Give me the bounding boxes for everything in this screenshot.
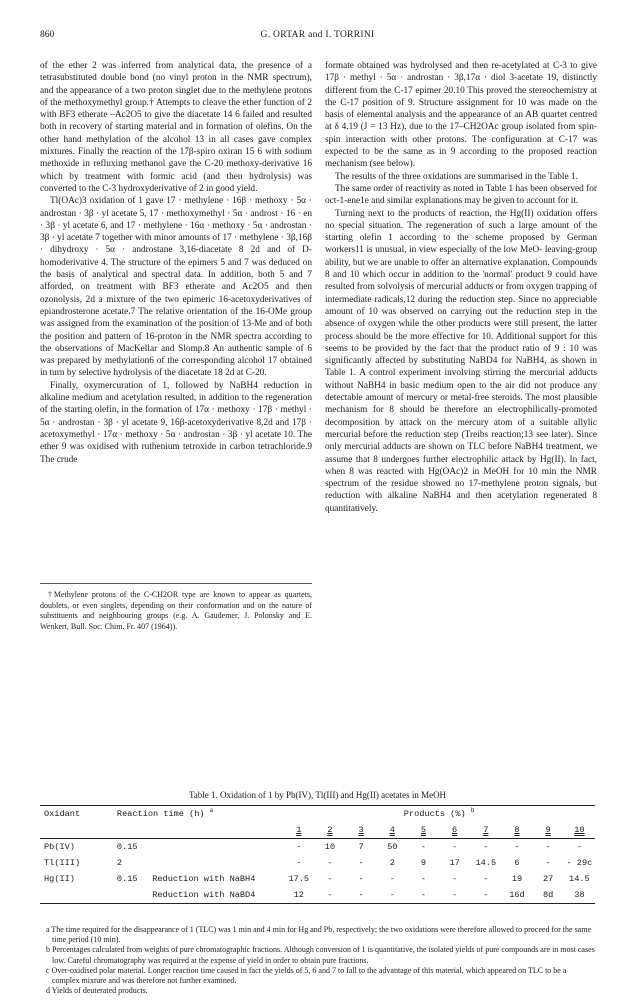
table-note: b Percentages calculated from weights of pure chromatographic fractions. Although conversion of 1 is quantitative, the isolated yields of pure compounds are in most cases low. Careful chromatography was required at the expense of yield in order to obtain pure fractions. [46, 945, 595, 965]
page-header [40, 30, 595, 44]
body-paragraph: The results of the three oxidations are summarised in the Table 1. [335, 171, 578, 182]
cell-value: - [327, 858, 333, 868]
header-products [283, 806, 595, 823]
cell-value: - [483, 842, 489, 852]
cell-value: - [389, 874, 395, 884]
running-head: G. ORTAR and I. TORRINI [260, 30, 375, 40]
cell-value: - [377, 887, 408, 904]
header-products-note: b [470, 807, 475, 815]
row-oxidant: Pb(IV) [44, 842, 75, 852]
table-header-row [40, 806, 595, 823]
cell-value: - [296, 842, 302, 852]
cell-value: - [314, 887, 345, 904]
header-products-label: Products (%) [403, 809, 466, 819]
product-number: 9 [533, 822, 564, 839]
body-paragraph: The same order of reactivity as noted in Table 1 has been observed for oct-1-ene1e and similar explanations may be given to account for it. [325, 183, 597, 207]
cell-value: - [452, 842, 458, 852]
table-note: c Over-oxidised polar material. Longer reaction time caused in fact the yields of 5, 6 and 7 to fall to the advantage of this material, which appeared on TLC to be a complex mixture and was therefore not further examined. [46, 965, 567, 986]
row-time: 0.15 [116, 874, 138, 884]
table-row [40, 855, 595, 871]
cell-value: 8d [533, 887, 564, 904]
body-paragraph: Tl(OAc)3 oxidation of 1 gave 17 · methylene · 16β · methoxy · 5α · androstan · 3β · yl acetate 5, 17 · methoxymethyl · 5α · androst · 16 · en · 3β · yl acetate 6, and 17 · methylene · 16α · methoxy · 5α · androstan · 3β · yl acetate 7 together with minor amounts of 17 · methylene · 3β,16β · dihydroxy · 5α · androstane 3,16-diacetate 8 2d and of D-homoderivative 4. The structure of the epimers 5 and 7 was deduced on the basis of analytical and spectral data. In addition, both 5 and 7 afforded, on treatment with BF3 etherate and Ac2O5 and then ozonolysis, 2d a mixture of the two epimeric 16-acetoxyderivatives of epiandrosterone acetate.7 The relative orientation of the 16-OMe group was assigned from the examination of the position of 13-Me and of both the position and pattern of 16-proton in the NMR spectra according to the observations of MacKellar and Slomp.8 An authentic sample of 6 was prepared by methylation6 of the corresponding alcohol 17 obtained in turn by selective hydrolysis of the diacetate 18 2d at C-20. [40, 196, 312, 379]
product-number: 4 [377, 822, 408, 839]
product-number: 2 [314, 822, 345, 839]
product-number: 10 [564, 822, 595, 839]
row-oxidant [40, 887, 117, 904]
cell-value: 7 [358, 842, 364, 852]
row-reduction: Reduction with NaBD4 [152, 887, 283, 904]
right-column [325, 60, 597, 515]
table-caption: Table 1. Oxidation of 1 by Pb(IV), Tl(III) and Hg(II) acetates in MeOH [188, 790, 447, 800]
body-paragraph: formate obtained was hydrolysed and then re-acetylated at C-3 to give 17β · methyl · 5α · androstan · 3β,17α · diol 3-acetate 19, distinctly different from the C-17 epimer 20.10 This proved the stereochemistry at the C-17 position of 9. Structure assignment for 10 was made on the basis of elemental analysis and the appearance of an AB quartet centred at δ 4.19 (J = 13 Hz), due to the 17–CH2OAc group isolated from spin-spin interaction with other protons. The configuration at C-17 was expected to be the same as in 9 according to the proposed reaction mechanism (see below). [325, 61, 597, 170]
cell-value: - [545, 842, 551, 852]
product-number: 7 [470, 822, 501, 839]
cell-value: - [327, 874, 333, 884]
row-reduction [152, 839, 283, 856]
cell-value: - [358, 874, 364, 884]
row-oxidant: Tl(III) [44, 858, 81, 868]
cell-value: - [296, 858, 302, 868]
table-row [40, 839, 595, 856]
row-oxidant: Hg(II) [44, 874, 75, 884]
cell-value: 17 [449, 858, 460, 868]
cell-value: - [439, 887, 470, 904]
cell-value: 50 [387, 842, 398, 852]
table-note: a The time required for the disappearance of 1 (TLC) was 1 min and 4 min for Hg and Pb, respectively; the two oxidations were therefore allowed to proceed for the same time period (10 min). [46, 925, 591, 945]
row-reduction: Reduction with NaBH4 [152, 874, 256, 884]
body-paragraph: of the ether 2 was inferred from analytical data, the presence of a tetrasubstituted double bond (no vinyl proton in the NMR spectrum), and the appearance of a two proton singlet due to the methylene protons of the methoxymethyl group.† Attempts to cleave the ether function of 2 with BF3 etherate –Ac2O5 to give the diacetate 14 6 failed and resulted both in recovery of starting material and in formation of olefins. On the other hand methylation of the alcohol 13 in all cases gave complex mixtures. Finally the reaction of the 17β-spiro oxiran 15 6 with sodium methoxide in refluxing methanol gave the C-20 methoxy-derivative 16 which by treatment with formic acid (and then hydrolysis) was converted to the C-3 hydroxyderivative of 2 in good yield. [40, 61, 312, 194]
cell-value: - [358, 858, 364, 868]
cell-value: 9 [420, 858, 427, 868]
product-number: 1 [283, 822, 314, 839]
footnote [40, 583, 312, 632]
table-row [40, 871, 595, 887]
header-reaction-time [117, 806, 283, 823]
cell-value: - [470, 887, 501, 904]
page-number: 860 [40, 30, 55, 40]
row-time: 0.15 [116, 842, 138, 852]
product-number-row [40, 822, 595, 839]
cell-value: 38 [564, 887, 595, 904]
row-time: 2 [116, 858, 123, 868]
left-column [40, 60, 312, 466]
cell-value: - [346, 887, 377, 904]
cell-value: - [483, 874, 489, 884]
cell-value: 16d [501, 887, 532, 904]
cell-value: - [545, 858, 551, 868]
cell-value: - [514, 842, 520, 852]
cell-value: - 29c [566, 858, 593, 868]
cell-value: - [452, 874, 458, 884]
header-time-label: Reaction time (h) [116, 809, 205, 819]
cell-value: 10 [324, 842, 336, 852]
cell-value: 2 [389, 858, 395, 868]
results-table [40, 805, 595, 904]
cell-value: 27 [542, 874, 554, 884]
header-oxidant: Oxidant [40, 806, 117, 823]
table-row [40, 887, 595, 904]
footnote-text: †Methylene protons of the C-CH2OR type are known to appear as quartets, doublets, or even singlets, depending on their conformation and on the nature of substituents and neighbouring groups (e.g. A. Gaudemer, J. Polonsky and E. Wenkert, Bull. Soc. Chim. Fr. 407 (1964)). [40, 590, 312, 631]
table-note: d Yields of deuterated products. [46, 986, 148, 996]
product-number: 6 [439, 822, 470, 839]
product-number: 5 [408, 822, 439, 839]
cell-value: - [420, 842, 427, 852]
body-paragraph: Finally, oxymercuration of 1, followed by NaBH4 reduction in alkaline medium and acetylation resulted, in addition to the regeneration of the starting olefin, in the formation of 17α · methoxy · 17β · methyl · 5α · androstan · 3β · yl acetate 9, 16β-acetoxyderivative 8,2d and 17β · acetoxymethyl · 17α · methoxy · 5α · androstan · 3β · yl acetate 10. The ether 9 was oxidised with ruthenium tetroxide in carbon tetrachloride.9 The crude [40, 380, 312, 465]
product-number: 8 [501, 822, 532, 839]
row-time [117, 887, 152, 904]
cell-value: - [408, 887, 439, 904]
cell-value: 17.5 [288, 874, 310, 884]
header-time-note: a [209, 807, 214, 815]
cell-value: 12 [283, 887, 314, 904]
cell-value: - [420, 874, 427, 884]
row-reduction [152, 855, 283, 871]
body-paragraph: Turning next to the products of reaction, the Hg(II) oxidation offers no special situation. The regeneration of such a large amount of the starting olefin 1 according to the scheme proposed by German workers11 is unusual, in view especially of the low MeO- leaving-group ability, but we are unable to offer an alternative explanation. Compounds 8 and 10 which occur in addition to the 'normal' product 9 could have resulted from solvolysis of mercurial adducts or from oxygen trapping of intermediate radicals,12 during the reduction step. Since no appreciable amount of 10 was observed on carrying out the reduction step in the absence of oxygen while the other products were still present, the latter process should be the more effective for 10. Additional support for this seems to be provided by the fact that the product ratio of 9 : 10 was significantly affected by substituting NaBD4 for NaBH4, as shown in Table 1. A control experiment involving stirring the mercurial adducts without NaBH4 in basic medium open to the air did not produce any detectable amount of mercury or metal-free steroids. The most plausible mechanism for 8 should be therefore an electrophilically-promoted decomposition by attack on the mercury atom of a suitable allylic mercurial before the reduction step (Treibs reaction;13 see later). Since only mercurial adducts are shown on TLC before NaBH4 treatment, we assume that 8 undergoes further electrophilic attack by Hg(II). In fact, when 8 was reacted with Hg(OAc)2 in MeOH for 10 min the NMR spectrum of the residue showed no 17-methylene proton signals, but reduction with alkaline NaBH4 and then acetylation regenerated 8 quantitatively. [325, 208, 597, 514]
table-notes [40, 925, 595, 996]
cell-value: - [576, 842, 582, 852]
product-number: 3 [346, 822, 377, 839]
cell-value: 14.5 [475, 858, 497, 868]
cell-value: 19 [511, 874, 523, 884]
cell-value: 6 [514, 858, 520, 868]
cell-value: 14.5 [569, 874, 590, 884]
